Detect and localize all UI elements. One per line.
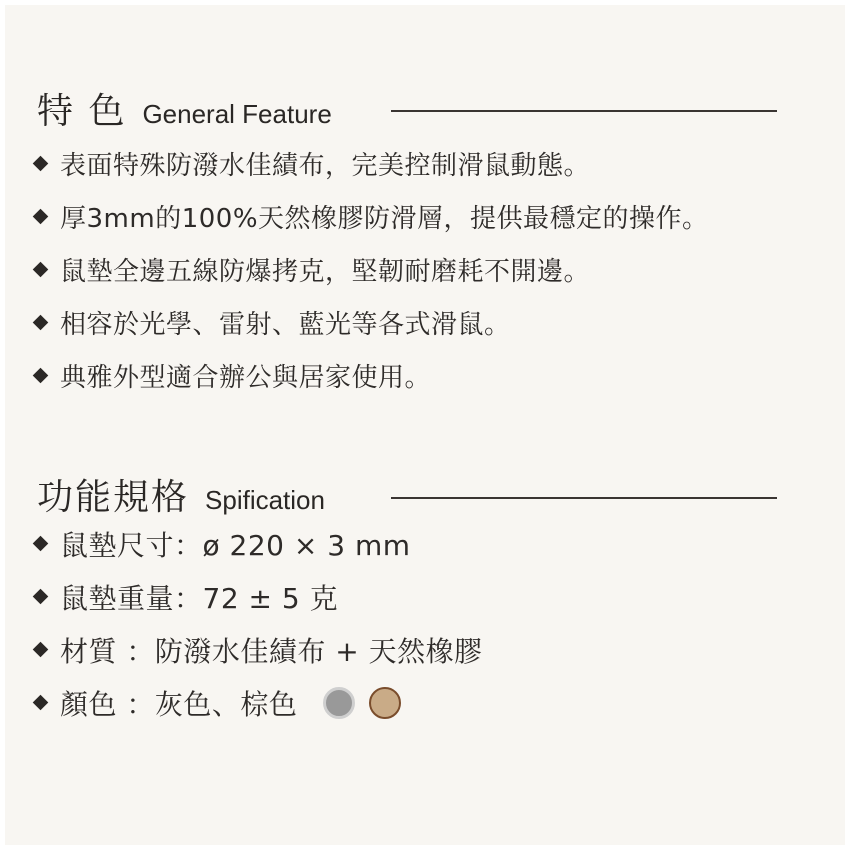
diamond-bullet-icon	[33, 156, 49, 172]
feature-item	[33, 190, 709, 243]
specs-title-zh: 功能規格	[37, 477, 190, 518]
feature-text: 典雅外型適合辦公與居家使用。	[60, 363, 432, 393]
spec-item	[33, 623, 483, 676]
diamond-bullet-icon	[33, 262, 49, 278]
diamond-bullet-icon	[33, 695, 49, 711]
spec-weight-text: 鼠墊重量：72 ± 5 克	[60, 581, 339, 615]
feature-text: 鼠墊全邊五線防爆拷克，堅韌耐磨耗不開邊。	[60, 257, 591, 287]
spec-color-text: 顏色 ：灰色、棕色	[60, 687, 298, 721]
spec-item	[33, 676, 483, 729]
spec-size-text: 鼠墊尺寸：ø 220 × 3 mm	[60, 528, 411, 562]
specs-title-en: Spification	[205, 485, 325, 515]
page-canvas	[5, 5, 845, 845]
feature-text: 厚3mm的100%天然橡膠防滑層，提供最穩定的操作。	[60, 204, 709, 234]
feature-text: 相容於光學、雷射、藍光等各式滑鼠。	[60, 310, 511, 340]
gray-color-swatch	[323, 687, 355, 719]
diamond-bullet-icon	[33, 209, 49, 225]
diamond-bullet-icon	[33, 536, 49, 552]
diamond-bullet-icon	[33, 589, 49, 605]
specs-divider	[391, 497, 777, 499]
feature-item	[33, 243, 709, 296]
specs-list	[33, 517, 483, 729]
feature-item	[33, 349, 709, 402]
feature-item	[33, 137, 709, 190]
features-title-en: General Feature	[142, 99, 332, 129]
features-divider	[391, 110, 777, 112]
diamond-bullet-icon	[33, 315, 49, 331]
features-list	[33, 137, 709, 402]
specs-heading	[37, 469, 325, 520]
spec-material-text: 材質 ：防潑水佳績布 + 天然橡膠	[60, 634, 483, 668]
features-heading	[37, 83, 332, 134]
spec-item	[33, 570, 483, 623]
feature-text: 表面特殊防潑水佳績布，完美控制滑鼠動態。	[60, 151, 591, 181]
spec-item	[33, 517, 483, 570]
diamond-bullet-icon	[33, 368, 49, 384]
diamond-bullet-icon	[33, 642, 49, 658]
brown-color-swatch	[369, 687, 401, 719]
feature-item	[33, 296, 709, 349]
features-title-zh: 特 色	[37, 91, 127, 132]
